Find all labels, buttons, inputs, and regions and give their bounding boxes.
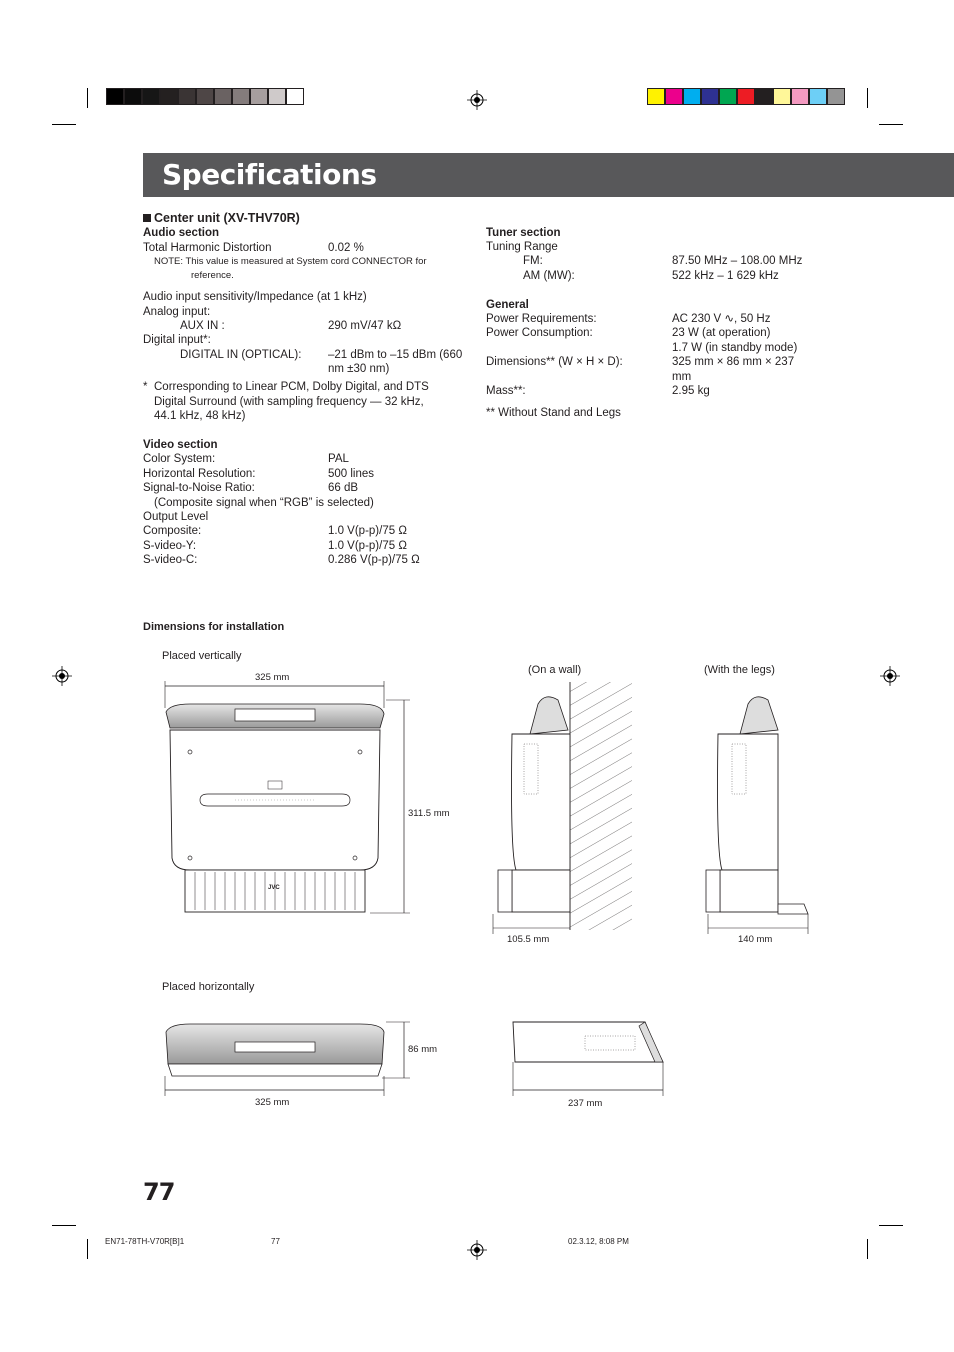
v-height-label: 311.5 mm — [408, 808, 450, 819]
composite-value: 1.0 V(p-p)/75 Ω — [328, 525, 407, 537]
crop-mark — [879, 1225, 903, 1226]
color-swatch — [755, 88, 773, 105]
color-swatch — [196, 88, 214, 105]
footnote-line: Corresponding to Linear PCM, Dolby Digital, and DTS — [154, 381, 429, 393]
color-swatch — [250, 88, 268, 105]
side-view-with-legs-drawing — [700, 682, 815, 937]
color-swatch — [124, 88, 142, 105]
note-line: NOTE: This value is measured at System cord CONNECTOR for — [154, 256, 427, 267]
mass-value: 2.95 kg — [672, 385, 710, 397]
bullet-square-icon — [143, 214, 151, 222]
color-swatch — [809, 88, 827, 105]
svideo-c-value: 0.286 V(p-p)/75 Ω — [328, 554, 420, 566]
analog-input-label: Analog input: — [143, 306, 211, 318]
title-bar — [143, 153, 954, 197]
color-swatch — [106, 88, 124, 105]
color-swatch — [232, 88, 250, 105]
tuning-range-label: Tuning Range — [486, 241, 558, 253]
unit-title: Center unit (XV-THV70R) — [154, 211, 300, 225]
power-req-label: Power Requirements: — [486, 313, 597, 325]
composite-label: Composite: — [143, 525, 202, 537]
side-view-on-wall-drawing — [490, 682, 640, 937]
crop-mark — [52, 1225, 76, 1226]
footer-file: EN71-78TH-V70R[B]1 — [105, 1237, 185, 1246]
snr-note: (Composite signal when “RGB” is selected) — [154, 497, 374, 509]
general-heading: General — [486, 299, 529, 311]
svideo-y-label: S-video-Y: — [143, 540, 197, 552]
h-width-label: 325 mm — [255, 1097, 290, 1108]
color-swatch — [142, 88, 160, 105]
hres-label: Horizontal Resolution: — [143, 468, 256, 480]
snr-value: 66 dB — [328, 482, 359, 494]
color-swatch — [286, 88, 304, 105]
footnote-line: Digital Surround (with sampling frequency — 32 kHz, — [154, 396, 424, 408]
color-swatch — [827, 88, 845, 105]
registration-mark-icon — [880, 666, 900, 686]
crop-mark — [867, 88, 868, 108]
power-cons-value: 1.7 W (in standby mode) — [672, 342, 798, 354]
optical-value: –21 dBm to –15 dBm (660 — [328, 349, 463, 361]
h-height-label: 86 mm — [408, 1044, 438, 1055]
svideo-y-value: 1.0 V(p-p)/75 Ω — [328, 540, 407, 552]
crop-mark — [52, 124, 76, 125]
footnote-line: 44.1 kHz, 48 kHz) — [154, 410, 246, 422]
footnote-mark: * — [143, 381, 148, 393]
power-cons-value: 23 W (at operation) — [672, 327, 771, 339]
power-req-value: AC 230 V ∿, 50 Hz — [672, 313, 771, 325]
page-title: Specifications — [162, 158, 377, 191]
h-depth-label: 237 mm — [568, 1098, 603, 1109]
sensitivity-label: Audio input sensitivity/Impedance (at 1 kHz) — [143, 291, 367, 303]
color-system-label: Color System: — [143, 453, 216, 465]
color-system-value: PAL — [328, 453, 349, 465]
mass-label: Mass**: — [486, 385, 526, 397]
audio-heading: Audio section — [143, 227, 220, 239]
front-view-horizontal-drawing — [160, 1016, 420, 1096]
color-swatch — [647, 88, 665, 105]
color-swatch — [737, 88, 755, 105]
legs-depth-label: 140 mm — [738, 934, 773, 945]
with-legs-label: (With the legs) — [704, 664, 775, 676]
optical-value: nm ±30 nm) — [328, 363, 390, 375]
color-swatch — [701, 88, 719, 105]
video-heading: Video section — [143, 439, 218, 451]
page-number: 77 — [143, 1178, 175, 1206]
front-view-vertical-drawing — [160, 678, 420, 923]
color-swatch — [719, 88, 737, 105]
general-footnote: ** Without Stand and Legs — [486, 407, 621, 419]
dimensions-label: Dimensions** (W × H × D): — [486, 356, 623, 368]
footer-date: 02.3.12, 8:08 PM — [568, 1237, 629, 1246]
on-wall-label: (On a wall) — [528, 664, 582, 676]
note-line: reference. — [191, 270, 234, 281]
registration-mark-icon — [467, 90, 487, 110]
fm-value: 87.50 MHz – 108.00 MHz — [672, 255, 803, 267]
placed-horizontally-label: Placed horizontally — [162, 981, 255, 993]
color-swatch — [683, 88, 701, 105]
crop-mark — [879, 124, 903, 125]
footer-page: 77 — [271, 1237, 280, 1246]
power-cons-label: Power Consumption: — [486, 327, 593, 339]
placed-vertically-label: Placed vertically — [162, 650, 242, 662]
optical-label: DIGITAL IN (OPTICAL): — [180, 349, 302, 361]
dimensions-value: 325 mm × 86 mm × 237 — [672, 356, 795, 368]
color-swatch — [160, 88, 178, 105]
fm-label: FM: — [523, 255, 543, 267]
output-level-label: Output Level — [143, 511, 209, 523]
crop-mark — [87, 88, 88, 108]
snr-label: Signal-to-Noise Ratio: — [143, 482, 255, 494]
thd-value: 0.02 % — [328, 242, 364, 254]
registration-mark-icon — [467, 1240, 487, 1260]
aux-in-label: AUX IN : — [180, 320, 225, 332]
color-swatch — [178, 88, 196, 105]
brand-logo: JVC — [268, 885, 280, 891]
v-width-label: 325 mm — [255, 672, 290, 683]
dimensions-value: mm — [672, 371, 692, 383]
svideo-c-label: S-video-C: — [143, 554, 198, 566]
color-swatch — [665, 88, 683, 105]
am-value: 522 kHz – 1 629 kHz — [672, 270, 779, 282]
color-swatch — [214, 88, 232, 105]
aux-in-value: 290 mV/47 kΩ — [328, 320, 402, 332]
crop-mark — [87, 1239, 88, 1259]
install-heading: Dimensions for installation — [143, 621, 285, 633]
color-swatch — [791, 88, 809, 105]
am-label: AM (MW): — [523, 270, 575, 282]
color-swatch — [773, 88, 791, 105]
thd-label: Total Harmonic Distortion — [143, 242, 272, 254]
crop-mark — [867, 1239, 868, 1259]
digital-input-label: Digital input*: — [143, 334, 211, 346]
side-view-horizontal-drawing — [505, 1016, 670, 1096]
wall-depth-label: 105.5 mm — [507, 934, 550, 945]
registration-mark-icon — [52, 666, 72, 686]
tuner-heading: Tuner section — [486, 227, 561, 239]
color-swatch — [268, 88, 286, 105]
hres-value: 500 lines — [328, 468, 375, 480]
